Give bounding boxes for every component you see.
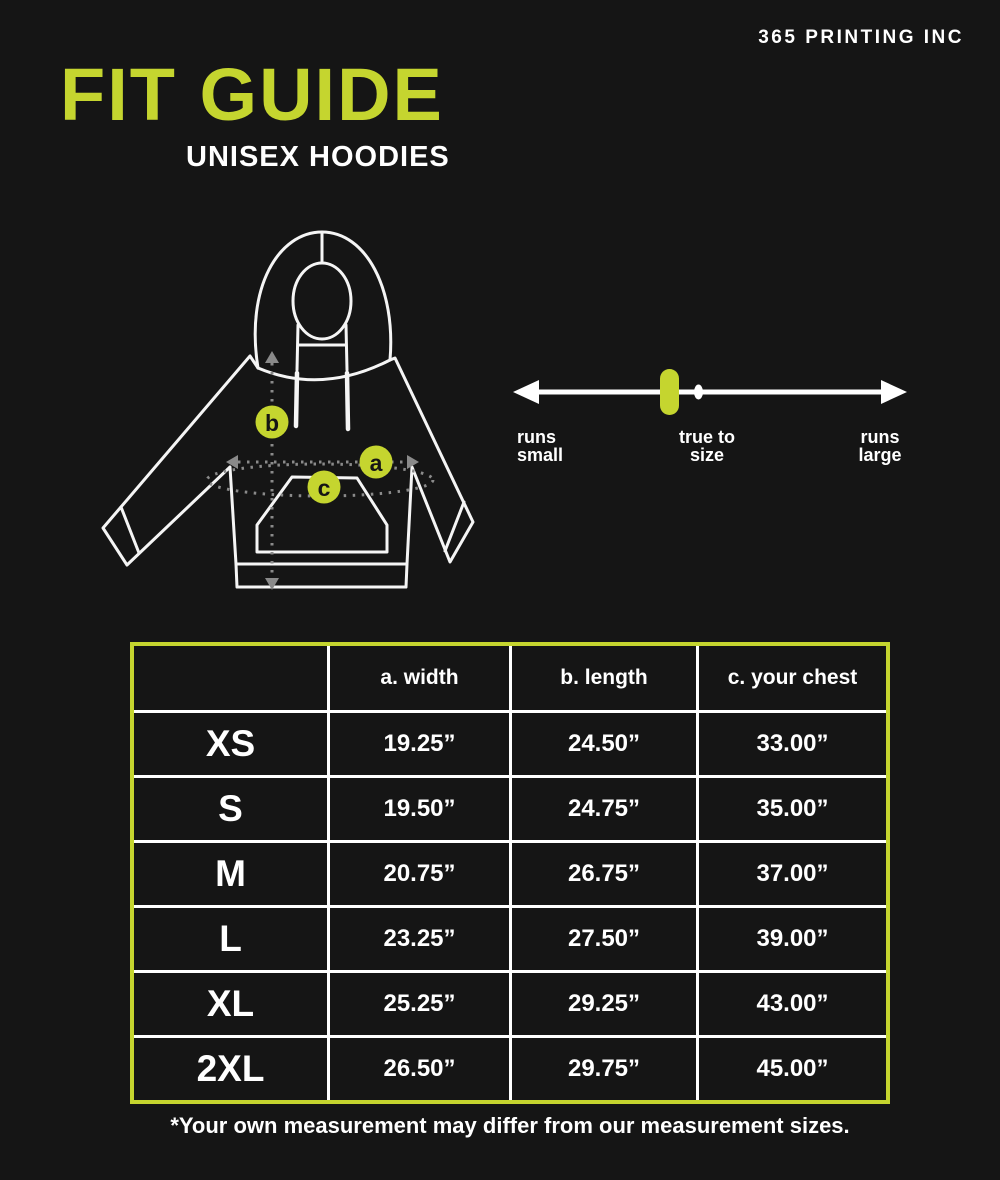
chest-value: 33.00” [699, 713, 886, 775]
drawstring-right [347, 373, 348, 429]
page-subtitle: UNISEX HOODIES [186, 141, 450, 173]
marker-b-letter: b [264, 410, 280, 436]
scale-arrow-right [881, 380, 907, 404]
header-cell-length: b. length [512, 646, 696, 710]
size-label: M [134, 843, 327, 905]
width-value: 25.25” [330, 973, 509, 1035]
header-cell-chest: c. your chest [699, 646, 886, 710]
size-label: L [134, 908, 327, 970]
brand-text: 365 PRINTING INC [758, 27, 964, 48]
length-value: 29.25” [512, 973, 696, 1035]
hood-opening-left-edge [297, 325, 298, 370]
hoodie-diagram [95, 225, 505, 605]
marker-a-letter: a [369, 450, 383, 476]
scale-label-runs-large: runs large [858, 427, 902, 465]
length-value: 24.50” [512, 713, 696, 775]
length-value: 27.50” [512, 908, 696, 970]
header-cell-width: a. width [330, 646, 509, 710]
size-table [130, 642, 890, 1104]
hood-opening [293, 263, 351, 339]
measure-marker-a [360, 446, 393, 479]
size-label: XL [134, 973, 327, 1035]
chest-value: 43.00” [699, 973, 886, 1035]
page-title: FIT GUIDE [60, 53, 444, 136]
length-value: 26.75” [512, 843, 696, 905]
chest-value: 37.00” [699, 843, 886, 905]
fit-scale-center-dot [694, 385, 703, 400]
fit-scale-graphic [505, 352, 915, 427]
width-value: 23.25” [330, 908, 509, 970]
length-value: 29.75” [512, 1038, 696, 1100]
size-label: S [134, 778, 327, 840]
scale-label-runs-small: runs small [517, 427, 564, 465]
footnote: *Your own measurement may differ from our measurement sizes. [170, 1113, 850, 1138]
width-value: 19.50” [330, 778, 509, 840]
width-value: 20.75” [330, 843, 509, 905]
scale-label-true-to-size: true to size [679, 427, 735, 465]
length-arrow-up [265, 351, 279, 363]
fit-scale-marker [660, 369, 679, 415]
drawstring-left [296, 373, 297, 426]
chest-value: 35.00” [699, 778, 886, 840]
header-cell-size [134, 646, 327, 710]
width-value: 26.50” [330, 1038, 509, 1100]
length-value: 24.75” [512, 778, 696, 840]
measure-marker-c [308, 471, 341, 504]
scale-arrow-left [513, 380, 539, 404]
size-label: XS [134, 713, 327, 775]
fit-scale [505, 352, 930, 477]
marker-c-letter: c [317, 475, 331, 501]
width-value: 19.25” [330, 713, 509, 775]
size-label: 2XL [134, 1038, 327, 1100]
chest-value: 39.00” [699, 908, 886, 970]
hood-opening-right-edge [346, 325, 347, 370]
width-arrow-left [226, 455, 238, 469]
cuff-left-line [121, 507, 139, 553]
chest-value: 45.00” [699, 1038, 886, 1100]
measure-marker-b [256, 406, 289, 439]
